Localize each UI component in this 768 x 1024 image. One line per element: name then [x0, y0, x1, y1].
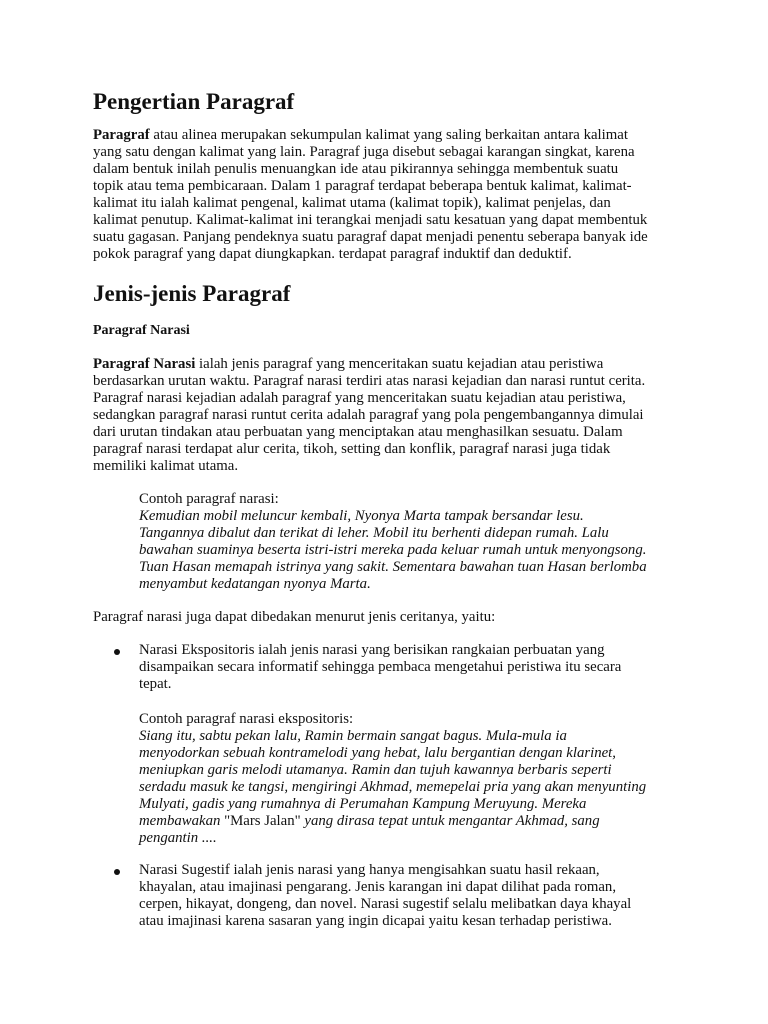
heading-jenis-paragraf: Jenis-jenis Paragraf	[93, 281, 291, 306]
blockquote-contoh-narasi: Contoh paragraf narasi: Kemudian mobil meluncur kembali, Nyonya Marta tampak bersandar lesu. Tangannya dibalut dan terikat di leher. Mobil itu berhenti didepan rumah. Lalu bawahan suaminya beserta istri-istri mereka pada keluar rumah untuk menyongsong. Tuan Hasan memapah istrinya yang sakit. Sementara bawahan tuan Hasan berlomba menyambut kedatangan nyonya Marta.	[139, 491, 647, 592]
term-paragraf: Paragraf	[93, 127, 150, 143]
list-item-narasi-ekspositoris: Narasi Ekspositoris ialah jenis narasi yang berisikan rangkaian perbuatan yang disampaikan secara informatif sehingga pembaca mengetahui peristiwa itu secara tepat.	[139, 642, 622, 692]
subheading-paragraf-narasi: Paragraf Narasi	[93, 323, 190, 338]
blockquote-contoh-ekspositoris: Contoh paragraf narasi ekspositoris: Siang itu, sabtu pekan lalu, Ramin bermain sangat bagus. Mula-mula ia menyodorkan sebuah kontramelodi yang hebat, lalu bergantian dengan klarinet, meniupkan garis melodi utamanya. Ramin dan tujuh kawannya berbaris seperti serdadu masuk ke tangsi, mengiringi Akhmad, memepelai pria yang akan menyunting Mulyati, gadis yang rumahnya di Perumahan Kampung Meruyung. Mereka membawakan "Mars Jalan" yang dirasa tepat untuk mengantar Akhmad, sang pengantin ....	[139, 711, 647, 846]
term-paragraf-narasi: Paragraf Narasi	[93, 356, 196, 372]
quote-label: Contoh paragraf narasi ekspositoris:	[139, 711, 354, 727]
heading-pengertian-paragraf: Pengertian Paragraf	[93, 89, 295, 114]
bullet-icon	[114, 649, 120, 655]
paragraph-narasi: Paragraf Narasi ialah jenis paragraf yang menceritakan suatu kejadian atau peristiwa berdasarkan urutan waktu. Paragraf narasi terdiri atas narasi kejadian dan narasi runtut cerita. Paragraf narasi kejadian adalah paragraf yang menceritakan suatu kejadian atau peristiwa, sedangkan paragraf narasi runtut cerita adalah paragraf yang pola pengembangannya dimulai dari urutan tindakan atau perbuatan yang menciptakan atau menghasilkan sesuatu. Dalam paragraf narasi terdapat alur cerita, tikoh, setting dan konflik, paragraf narasi juga tidak memiliki kalimat utama.	[93, 356, 646, 474]
quote-label: Contoh paragraf narasi:	[139, 491, 279, 507]
bullet-icon	[114, 869, 120, 875]
paragraph-pengertian: Paragraf atau alinea merupakan sekumpulan kalimat yang saling berkaitan antara kalimat yang satu dengan kalimat yang lain. Paragraf juga disebut sebagai karangan singkat, karena dalam bentuk inilah penulis menuangkan ide atau pikirannya sehingga membentuk suatu topik atau tema pembicaraan. Dalam 1 paragraf terdapat beberapa bentuk kalimat, kalimat- kalimat itu ialah kalimat pengenal, kalimat utama (kalimat topik), kalimat penjelas, dan kalimat penutup. Kalimat-kalimat ini terangkai menjadi satu kesatuan yang dapat membentuk suatu gagasan. Panjang pendeknya suatu paragraf dapat menjadi penentu seberapa banyak ide pokok paragraf yang dapat diungkapkan. terdapat paragraf induktif dan deduktif.	[93, 127, 648, 262]
paragraph-jenis-cerita: Paragraf narasi juga dapat dibedakan menurut jenis ceritanya, yaitu:	[93, 609, 496, 625]
list-item-narasi-sugestif: Narasi Sugestif ialah jenis narasi yang hanya mengisahkan suatu hasil rekaan, khayalan, atau imajinasi pengarang. Jenis karangan ini dapat dilihat pada roman, cerpen, hikayat, dongeng, dan novel. Narasi sugestif selalu melibatkan daya khayal atau imajinasi karena sasaran yang ingin dicapai yaitu kesan terhadap peristiwa.	[139, 862, 632, 929]
